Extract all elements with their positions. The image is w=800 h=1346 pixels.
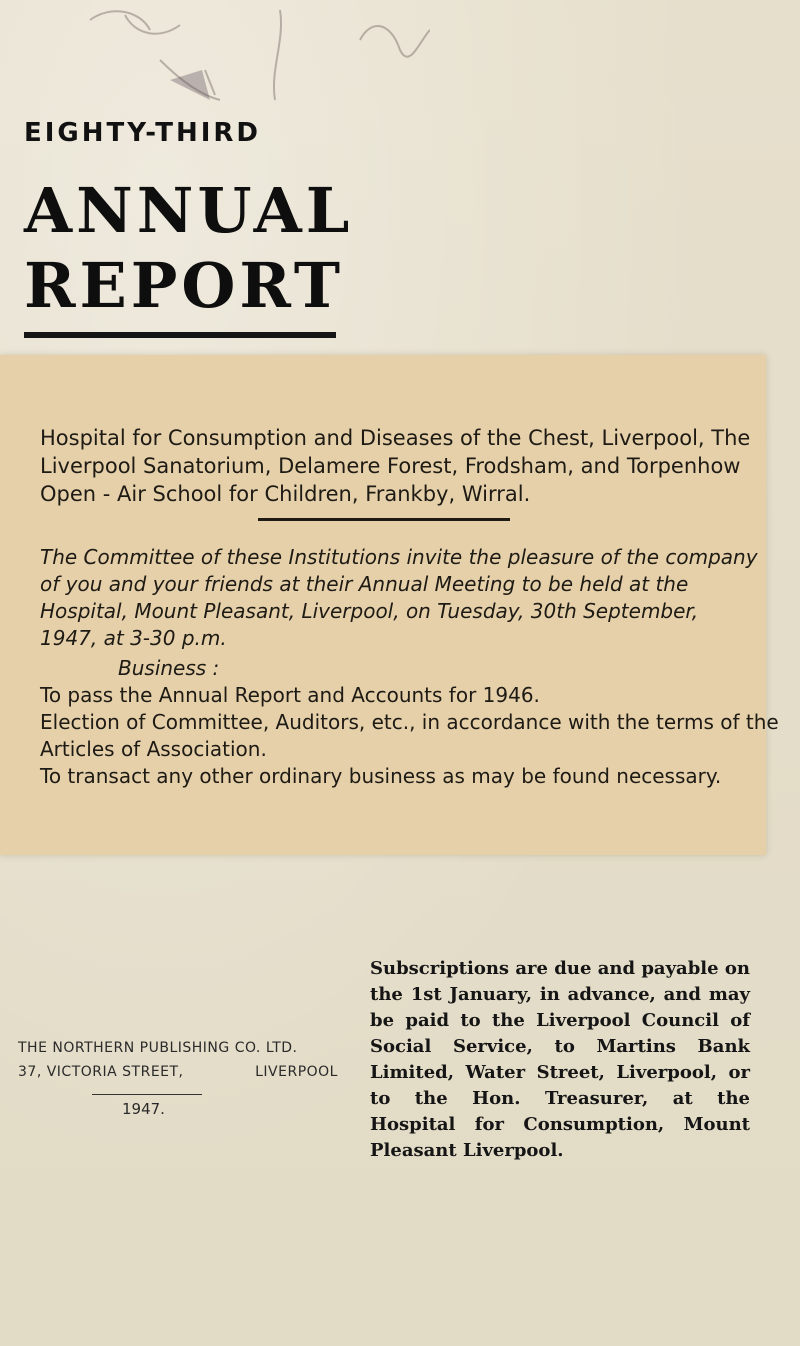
publisher-street: 37, VICTORIA STREET, <box>18 1064 184 1080</box>
publisher-city: LIVERPOOL <box>255 1064 338 1080</box>
institutions-text: Hospital for Consumption and Diseases of the Chest, Liverpool, The Liverpool Sanatorium, Delamere Forest, Frodsham, and Torpenhow Open - Air School for Children, Frankby, Wirral. <box>40 426 751 506</box>
imprint-rule <box>92 1094 202 1095</box>
title-annual: ANNUAL <box>24 174 354 247</box>
publication-year: 1947. <box>122 1100 165 1118</box>
edition-label: EIGHTY-THIRD <box>24 118 262 148</box>
business-label: Business : <box>118 656 220 680</box>
subscriptions-notice: Subscriptions are due and payable on the 1st January, in advance, and may be paid to the Liverpool Council of Social Service, to Martins Bank Limited, Water Street, Liverpool, or to the Hon. Treasurer, at the Hospital for Consumption, Mount Pleasant Liverpool. <box>370 958 750 1161</box>
invitation-text: The Committee of these Institutions invite the pleasure of the company of you and your friends at their Annual Meeting to be held at the Hospital, Mount Pleasant, Liverpool, on Tuesday, 30th September, 1947, at 3-30 p.m. <box>40 545 758 650</box>
business-item: To transact any other ordinary business as may be found necessary. <box>40 764 722 788</box>
title-report: REPORT <box>24 249 344 322</box>
business-item: Election of Committee, Auditors, etc., in accordance with the terms of the Articles of Association. <box>40 710 779 761</box>
business-section <box>40 655 780 790</box>
divider <box>258 518 510 521</box>
business-item: To pass the Annual Report and Accounts for 1946. <box>40 683 540 707</box>
handwritten-scribble <box>30 0 430 110</box>
title-rule <box>24 332 336 338</box>
publisher-imprint <box>18 1036 338 1084</box>
publisher-name: THE NORTHERN PUBLISHING CO. LTD. <box>18 1040 298 1056</box>
